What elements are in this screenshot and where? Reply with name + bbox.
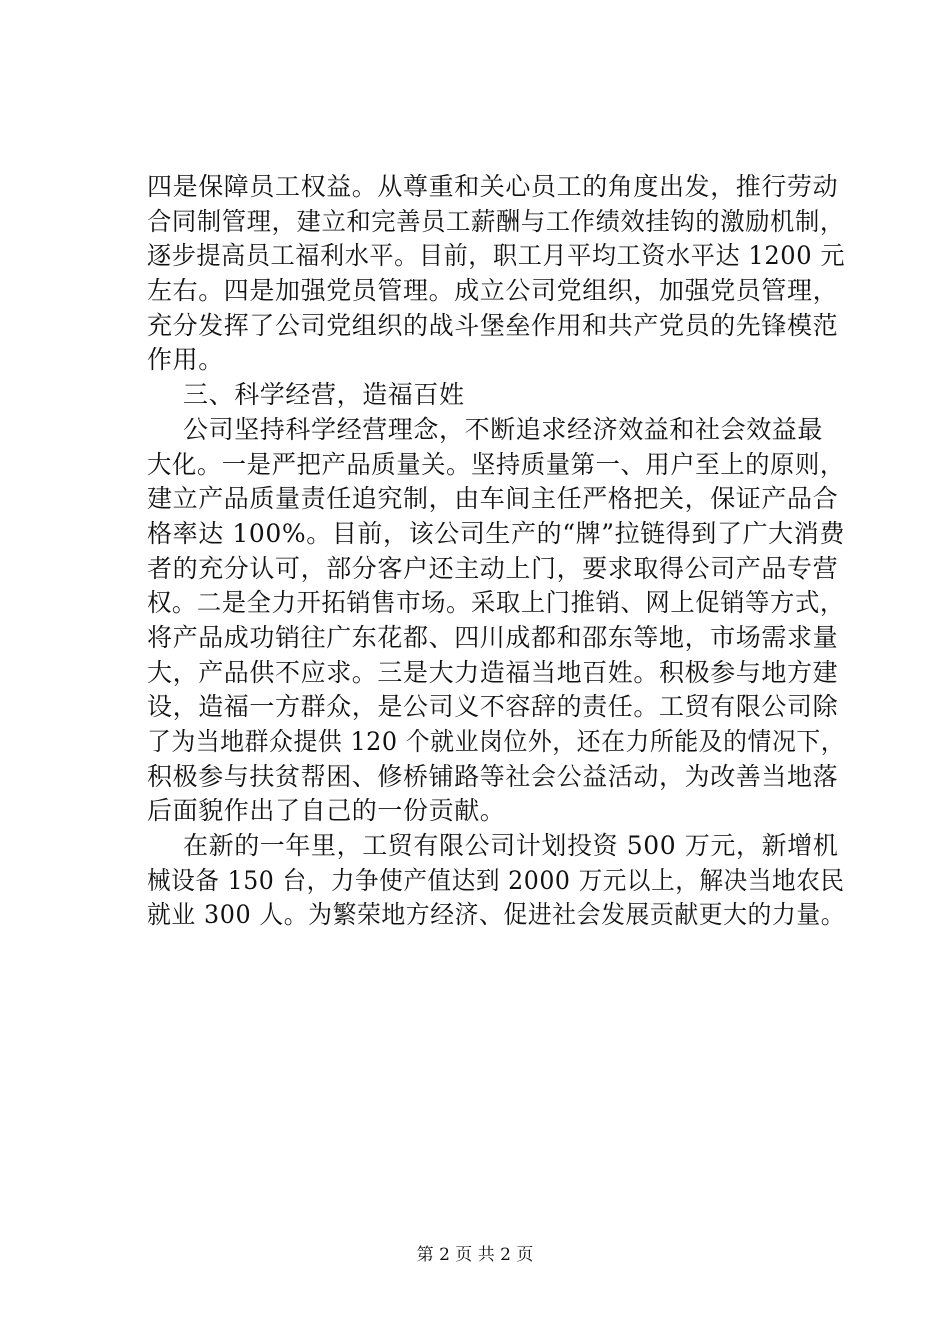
- text-line: 左右。四是加强党员管理。成立公司党组织，加强党员管理，: [147, 276, 839, 306]
- text-line: 就业 300 人。为繁荣地方经济、促进社会发展贡献更大的力量。: [147, 900, 846, 930]
- text-line: 后面貌作出了自己的一份贡献。: [147, 796, 506, 826]
- text-line: 大化。一是严把产品质量关。坚持质量第一、用户至上的原则，: [147, 449, 845, 479]
- text-line: 作用。: [147, 345, 224, 375]
- text-line: 积极参与扶贫帮困、修桥铺路等社会公益活动，为改善当地落: [147, 761, 839, 791]
- text-line: 权。二是全力开拓销售市场。采取上门推销、网上促销等方式，: [147, 588, 845, 618]
- page-footer: [0, 1243, 950, 1267]
- paragraph-scientific-management: [147, 413, 845, 829]
- document-body: [147, 170, 845, 933]
- text-line: 格率达 100%。目前，该公司生产的“牌”拉链得到了广大消费: [147, 518, 845, 548]
- text-line: 将产品成功销往广东花都、四川成都和邵东等地，市场需求量: [147, 622, 839, 652]
- text-line: 充分发挥了公司党组织的战斗堡垒作用和共产党员的先锋模范: [147, 310, 839, 340]
- text-line: 四是保障员工权益。从尊重和关心员工的角度出发，推行劳动: [147, 172, 839, 201]
- paragraph-new-year-plan: [147, 829, 845, 933]
- text-line: 建立产品质量责任追究制，由车间主任严格把关，保证产品合: [147, 484, 839, 514]
- section-heading: 三、科学经营，造福百姓: [183, 380, 465, 410]
- page-number-label: 第 2 页 共 2 页: [416, 1245, 534, 1265]
- text-line: 合同制管理，建立和完善员工薪酬与工作绩效挂钩的激励机制，: [147, 206, 845, 236]
- text-line: 械设备 150 台，力争使产值达到 2000 万元以上，解决当地农民: [147, 865, 845, 895]
- text-line: 设，造福一方群众，是公司义不容辞的责任。工贸有限公司除: [147, 692, 839, 722]
- paragraph-employee-rights: [147, 170, 845, 378]
- text-line: 者的充分认可，部分客户还主动上门，要求取得公司产品专营: [147, 553, 839, 583]
- text-line: 大，产品供不应求。三是大力造福当地百姓。积极参与地方建: [147, 657, 839, 687]
- text-line: 公司坚持科学经营理念，不断追求经济效益和社会效益最: [183, 414, 824, 444]
- text-line: 逐步提高员工福利水平。目前，职工月平均工资水平达 1200 元: [147, 241, 846, 271]
- text-line: 在新的一年里，工贸有限公司计划投资 500 万元，新增机: [183, 831, 839, 861]
- text-line: 了为当地群众提供 120 个就业岗位外，还在力所能及的情况下，: [147, 727, 846, 757]
